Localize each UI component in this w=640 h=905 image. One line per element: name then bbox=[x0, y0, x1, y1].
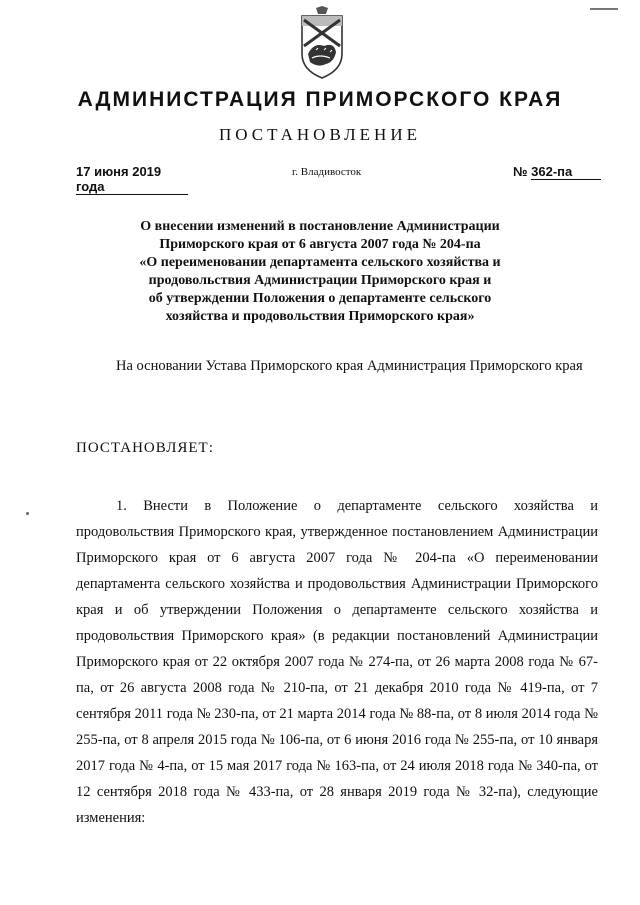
scan-mark bbox=[590, 8, 618, 10]
basis-paragraph: На основании Устава Приморского края Администрация Приморского края bbox=[116, 358, 583, 374]
document-number bbox=[513, 164, 601, 180]
document-date: 17 июня 2019 года bbox=[76, 164, 188, 195]
title-line: «О переименовании департамента сельского хозяйства и bbox=[139, 255, 501, 270]
decree-heading: ПОСТАНОВЛЯЕТ: bbox=[76, 440, 214, 456]
scan-dot bbox=[26, 512, 29, 515]
title-line: О внесении изменений в постановление Администрации bbox=[140, 219, 500, 234]
title-line: хозяйства и продовольствия Приморского края» bbox=[165, 309, 475, 324]
number-value: 362-па bbox=[531, 164, 601, 180]
title-line: продовольствия Администрации Приморского края и bbox=[148, 273, 492, 288]
document-city: г. Владивосток bbox=[292, 166, 362, 178]
item-1-paragraph: 1. Внести в Положение о департаменте сельского хозяйства и продовольствия Приморского края, утвержденное постановлением Администрации Приморского края от 6 августа 2007 года № 204-па «О переименовании департамента сельского хозяйства и продовольствия Администрации Приморского края и об утверждении Положения о департаменте сельского хозяйства и продовольствия Приморского края» (в редакции постановлений Администрации Приморского края от 22 октября 2007 года № 274-па, от 26 марта 2008 года № 67-па, от 26 августа 2008 года № 210-па, от 21 декабря 2010 года № 419-па, от 7 сентября 2011 года № 230-па, от 21 марта 2014 года № 88-па, от 8 июля 2014 года № 255-па, от 8 апреля 2015 года № 106-па, от 6 июня 2016 года № 255-па, от 10 января 2017 года № 4-па, от 15 мая 2017 года № 163-па, от 24 июля 2018 года № 340-па, от 12 сентября 2018 года № 433-па, от 28 января 2019 года № 32-па), следующие изменения: bbox=[76, 498, 598, 826]
number-prefix: № bbox=[513, 164, 528, 179]
coat-of-arms-icon bbox=[296, 6, 348, 84]
organization-name: АДМИНИСТРАЦИЯ ПРИМОРСКОГО КРАЯ bbox=[77, 88, 563, 111]
document-title bbox=[100, 218, 540, 326]
document-type: ПОСТАНОВЛЕНИЕ bbox=[218, 125, 421, 144]
title-line: об утверждении Положения о департаменте сельского bbox=[148, 291, 492, 306]
title-line: Приморского края от 6 августа 2007 года № 204-па bbox=[159, 237, 481, 252]
